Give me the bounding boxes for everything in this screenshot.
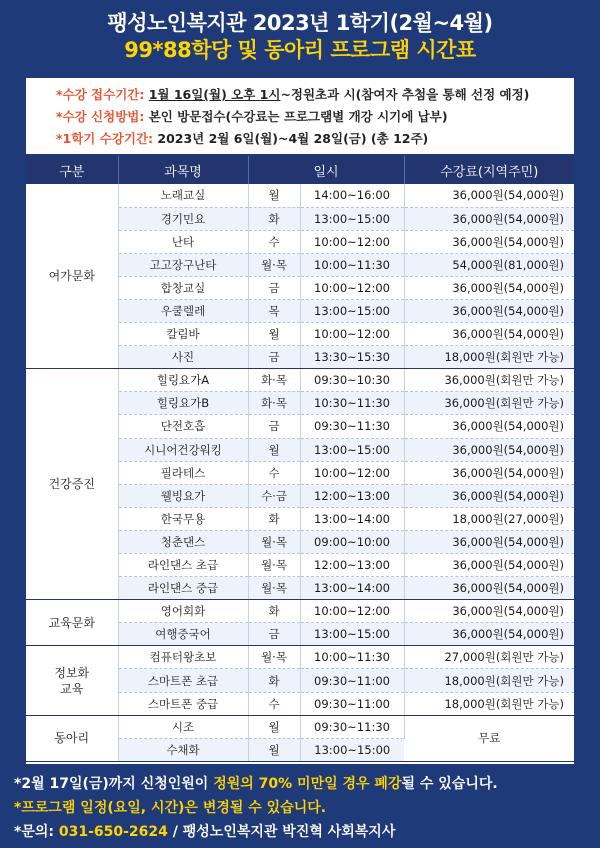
fee-cell: 18,000원(회원만 가능): [404, 669, 574, 692]
schedule-table: [26, 156, 574, 762]
header-subject: 과목명: [118, 156, 248, 184]
time-cell: 10:00~12:00: [300, 323, 404, 346]
day-cell: 화: [248, 507, 300, 530]
table-row: [26, 715, 574, 738]
subject-cell: 노래교실: [118, 184, 248, 207]
table-body: [26, 184, 574, 761]
fee-cell: 36,000원(54,000원): [404, 530, 574, 553]
day-cell: 화: [248, 207, 300, 230]
registration-info: [26, 78, 574, 154]
footer-contact: [14, 820, 600, 844]
subject-cell: 스마트폰 초급: [118, 669, 248, 692]
time-cell: 09:30~11:30: [300, 715, 404, 738]
time-cell: 13:00~15:00: [300, 438, 404, 461]
day-cell: 월·목: [248, 530, 300, 553]
subject-cell: 힐링요가B: [118, 392, 248, 415]
time-cell: 10:30~11:30: [300, 392, 404, 415]
subject-cell: 컴퓨터왕초보: [118, 646, 248, 669]
subject-cell: 고고장구난타: [118, 253, 248, 276]
info-registration-period: [56, 84, 574, 106]
category-cell: 교육문화: [26, 600, 118, 646]
info-value: ~정원초과 시(참여자 추첨을 통해 선정 예정): [280, 87, 530, 102]
day-cell: 수: [248, 230, 300, 253]
time-cell: 13:00~15:00: [300, 623, 404, 646]
time-cell: 10:00~12:00: [300, 276, 404, 299]
fee-cell: 36,000원(54,000원): [404, 415, 574, 438]
info-course-period: [56, 128, 574, 150]
fee-cell: 무료: [404, 715, 574, 761]
category-cell: 건강증진: [26, 369, 118, 600]
subject-cell: 라인댄스 초급: [118, 554, 248, 577]
footer-text: *2월 17일(금)까지 신청인원이: [14, 776, 214, 792]
day-cell: 월·목: [248, 554, 300, 577]
fee-cell: 36,000원(54,000원): [404, 461, 574, 484]
day-cell: 월: [248, 438, 300, 461]
day-cell: 금: [248, 415, 300, 438]
time-cell: 09:30~11:30: [300, 415, 404, 438]
fee-cell: 36,000원(54,000원): [404, 276, 574, 299]
fee-cell: 54,000원(81,000원): [404, 253, 574, 276]
subject-cell: 힐링요가A: [118, 369, 248, 392]
subject-cell: 한국무용: [118, 507, 248, 530]
subject-cell: 청춘댄스: [118, 530, 248, 553]
table-row: [26, 600, 574, 623]
info-label: *1학기 수강기간:: [56, 131, 158, 146]
subject-cell: 경기민요: [118, 207, 248, 230]
time-cell: 12:00~13:00: [300, 484, 404, 507]
table-row: [26, 369, 574, 392]
day-cell: 수: [248, 461, 300, 484]
subject-cell: 난타: [118, 230, 248, 253]
fee-cell: 36,000원(54,000원): [404, 323, 574, 346]
subject-cell: 라인댄스 중급: [118, 577, 248, 600]
time-cell: 10:00~11:30: [300, 646, 404, 669]
time-cell: 09:30~11:00: [300, 669, 404, 692]
info-label: *수강 접수기간:: [56, 87, 149, 102]
subject-cell: 합창교실: [118, 276, 248, 299]
time-cell: 14:00~16:00: [300, 184, 404, 207]
footer-notice-cancellation: [14, 772, 600, 796]
time-cell: 09:00~10:00: [300, 530, 404, 553]
fee-cell: 27,000원(회원만 가능): [404, 646, 574, 669]
day-cell: 수: [248, 692, 300, 715]
fee-cell: 36,000원(54,000원): [404, 623, 574, 646]
subject-cell: 단전호흡: [118, 415, 248, 438]
time-cell: 13:00~15:00: [300, 299, 404, 322]
time-cell: 13:00~15:00: [300, 207, 404, 230]
day-cell: 월: [248, 715, 300, 738]
info-application-method: [56, 106, 574, 128]
fee-cell: 36,000원(54,000원): [404, 207, 574, 230]
footer-text: / 팽성노인복지관 박진혁 사회복지사: [167, 824, 396, 840]
subject-cell: 시조: [118, 715, 248, 738]
day-cell: 월: [248, 323, 300, 346]
day-cell: 수·금: [248, 484, 300, 507]
table-header-row: [26, 156, 574, 184]
subject-cell: 웰빙요가: [118, 484, 248, 507]
footer-highlight: 정원의 70% 미만일 경우 폐강: [213, 776, 402, 792]
fee-cell: 36,000원(54,000원): [404, 600, 574, 623]
table-row: [26, 184, 574, 207]
day-cell: 화·목: [248, 369, 300, 392]
subject-cell: 영어회화: [118, 600, 248, 623]
fee-cell: 18,000원(회원만 가능): [404, 346, 574, 369]
footer-notice-schedule-change: *프로그램 일정(요일, 시간)은 변경될 수 있습니다.: [14, 800, 327, 816]
footer-text: *문의:: [14, 824, 59, 840]
fee-cell: 36,000원(54,000원): [404, 577, 574, 600]
time-cell: 10:00~12:00: [300, 230, 404, 253]
schedule-table-container: [26, 156, 574, 764]
subject-cell: 수채화: [118, 738, 248, 761]
poster-header: [0, 0, 600, 74]
time-cell: 09:30~11:00: [300, 692, 404, 715]
subject-cell: 필라테스: [118, 461, 248, 484]
poster-subtitle: 99*88학당 및 동아리 프로그램 시간표: [124, 38, 476, 62]
category-cell: 동아리: [26, 715, 118, 761]
fee-cell: 36,000원(54,000원): [404, 299, 574, 322]
fee-cell: 36,000원(54,000원): [404, 184, 574, 207]
time-cell: 13:00~15:00: [300, 738, 404, 761]
poster-footer: [0, 768, 600, 848]
time-cell: 13:30~15:30: [300, 346, 404, 369]
fee-cell: 18,000원(회원만 가능): [404, 692, 574, 715]
subject-cell: 사진: [118, 346, 248, 369]
fee-cell: 36,000원(54,000원): [404, 554, 574, 577]
category-cell: 여가문화: [26, 184, 118, 369]
subject-cell: 우쿨렐레: [118, 299, 248, 322]
time-cell: 09:30~10:30: [300, 369, 404, 392]
day-cell: 화·목: [248, 392, 300, 415]
poster-title: 팽성노인복지관 2023년 1학기(2월~4월): [107, 11, 493, 35]
day-cell: 월·목: [248, 646, 300, 669]
time-cell: 13:00~14:00: [300, 577, 404, 600]
footer-text: 될 수 있습니다.: [401, 776, 498, 792]
day-cell: 금: [248, 623, 300, 646]
day-cell: 금: [248, 276, 300, 299]
fee-cell: 36,000원(54,000원): [404, 230, 574, 253]
footer-phone: 031-650-2624: [58, 824, 168, 840]
fee-cell: 18,000원(27,000원): [404, 507, 574, 530]
header-schedule: 일시: [248, 156, 404, 184]
day-cell: 월: [248, 184, 300, 207]
day-cell: 월·목: [248, 577, 300, 600]
day-cell: 금: [248, 346, 300, 369]
subject-cell: 칼림바: [118, 323, 248, 346]
time-cell: 10:00~12:00: [300, 600, 404, 623]
table-row: [26, 646, 574, 669]
fee-cell: 36,000원(회원만 가능): [404, 369, 574, 392]
day-cell: 화: [248, 669, 300, 692]
time-cell: 13:00~14:00: [300, 507, 404, 530]
subject-cell: 스마트폰 중급: [118, 692, 248, 715]
info-value: 1월 16일(월) 오후 1시: [148, 87, 281, 102]
fee-cell: 36,000원(회원만 가능): [404, 392, 574, 415]
info-value: 본인 방문접수(수강료는 프로그램별 개강 시기에 납부): [148, 109, 448, 124]
time-cell: 10:00~12:00: [300, 461, 404, 484]
day-cell: 월·목: [248, 253, 300, 276]
time-cell: 10:00~11:30: [300, 253, 404, 276]
day-cell: 화: [248, 600, 300, 623]
fee-cell: 36,000원(54,000원): [404, 438, 574, 461]
subject-cell: 여행중국어: [118, 623, 248, 646]
subject-cell: 시니어건강워킹: [118, 438, 248, 461]
day-cell: 목: [248, 299, 300, 322]
day-cell: 월: [248, 738, 300, 761]
time-cell: 12:00~13:00: [300, 554, 404, 577]
header-category: 구분: [26, 156, 118, 184]
category-cell: 정보화 교육: [26, 646, 118, 715]
info-label: *수강 신청방법:: [56, 109, 149, 124]
info-value: 2023년 2월 6일(월)~4월 28일(금) (총 12주): [157, 131, 429, 146]
fee-cell: 36,000원(54,000원): [404, 484, 574, 507]
header-fee: 수강료(지역주민): [404, 156, 574, 184]
